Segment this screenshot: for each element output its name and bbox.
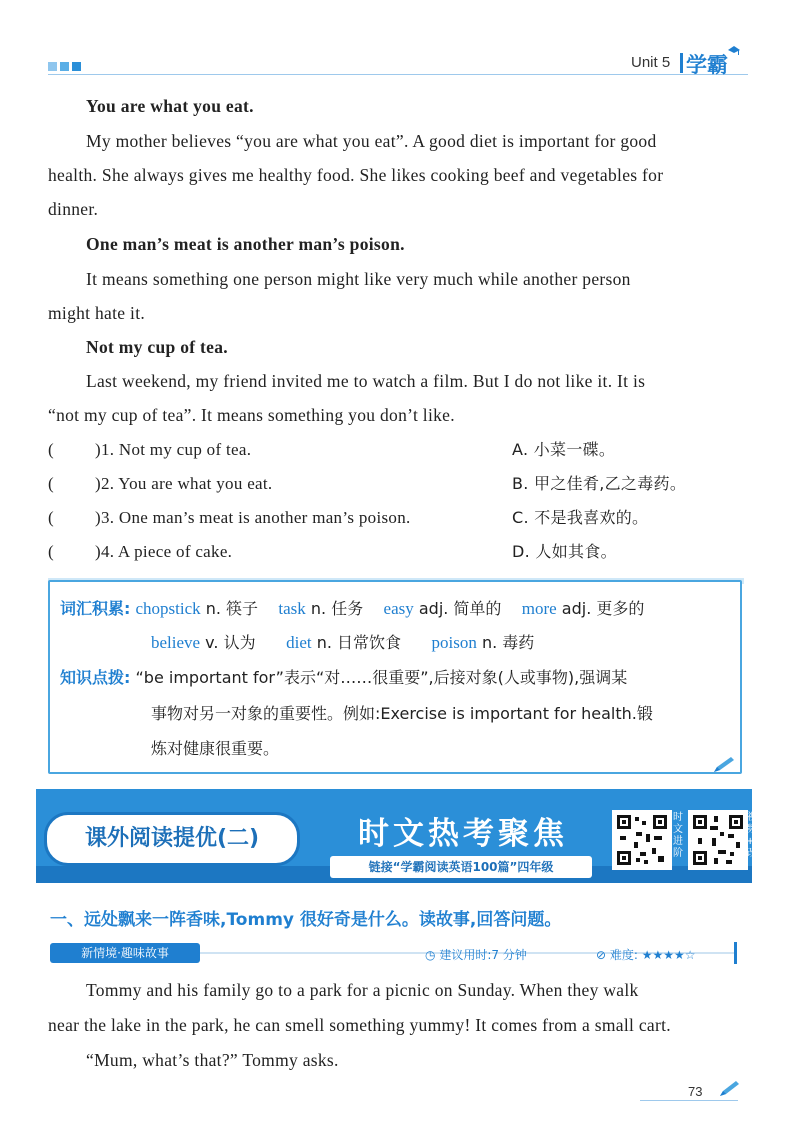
answer-bracket-2[interactable]: ( <box>48 474 54 493</box>
vocab-word: chopstick <box>135 599 201 618</box>
vocab-def: v. 认为 <box>200 633 256 652</box>
brand-logo: 学霸 <box>686 53 728 77</box>
tag-end-bar <box>734 942 737 964</box>
header-bar <box>680 53 683 73</box>
idiom-text-line: dinner. <box>48 199 99 219</box>
time-meta <box>425 946 527 963</box>
time-label: 建议用时:7 分钟 <box>439 948 527 962</box>
scenario-tag: 新情境·趣味故事 <box>50 943 200 963</box>
vocab-row-1 <box>60 596 644 619</box>
qr-code-icon[interactable] <box>612 810 672 870</box>
graduation-cap-icon <box>728 46 740 56</box>
idiom-heading-1: You are what you eat. <box>86 96 254 116</box>
tip-text: 事物对另一对象的重要性。例如:Exercise is important for health.锻 <box>151 704 653 723</box>
pencil-icon <box>718 1080 740 1098</box>
answer-bracket-3[interactable]: ( <box>48 508 54 527</box>
idiom-heading-2: One man’s meat is another man’s poison. <box>86 234 405 254</box>
difficulty-label: 难度: <box>609 948 638 962</box>
idiom-text-line: Last weekend, my friend invited me to watch a film. But I do not like it. It is <box>86 371 646 391</box>
match-item-left: )3. One man’s meat is another man’s poison. <box>95 508 411 527</box>
vocab-def: n. 日常饮食 <box>311 633 402 652</box>
check-circle-icon: ⊘ <box>596 948 607 962</box>
idiom-heading-3: Not my cup of tea. <box>86 337 228 357</box>
vocab-label: 词汇积累: <box>60 599 131 618</box>
vocab-word: more <box>521 599 557 618</box>
section-title: 一、远处飘来一阵香味,Tommy 很好奇是什么。读故事,回答问题。 <box>50 910 562 930</box>
match-item-right: C. 不是我喜欢的。 <box>512 508 649 527</box>
idiom-text-line: “not my cup of tea”. It means something you don’t like. <box>48 405 455 425</box>
vocab-def: adj. 简单的 <box>413 599 502 618</box>
header-decor-squares <box>48 62 81 71</box>
match-item-right: B. 甲之佳肴,乙之毒药。 <box>512 474 687 493</box>
vocab-row-2 <box>151 630 534 653</box>
vocab-def: n. 筷子 <box>200 599 259 618</box>
tip-text: 炼对健康很重要。 <box>151 739 280 758</box>
qr-code-icon[interactable] <box>688 810 748 870</box>
match-item-left: )4. A piece of cake. <box>95 542 233 561</box>
unit-label: Unit 5 <box>631 54 671 71</box>
story-line: “Mum, what’s that?” Tommy asks. <box>86 1050 339 1070</box>
match-item-right: A. 小菜一碟。 <box>512 440 616 459</box>
pencil-icon <box>712 756 736 774</box>
story-line: near the lake in the park, he can smell something yummy! It comes from a small cart. <box>48 1015 671 1035</box>
vocab-def: n. 任务 <box>305 599 364 618</box>
tip-text: “be important for”表示“对……很重要”,后接对象(人或事物),强调某 <box>135 668 628 687</box>
page-number: 73 <box>688 1084 703 1099</box>
idiom-text-line: health. She always gives me healthy food. She likes cooking beef and vegetables for <box>48 165 664 185</box>
tip-label: 知识点拨: <box>60 668 131 687</box>
footer-divider <box>640 1100 738 1101</box>
qr-label-2: 视频+批改 <box>746 812 765 859</box>
vocab-word: diet <box>286 633 312 652</box>
vocab-word: task <box>278 599 306 618</box>
match-item-left: )2. You are what you eat. <box>95 474 273 493</box>
answer-bracket-1[interactable]: ( <box>48 440 54 459</box>
answer-bracket-4[interactable]: ( <box>48 542 54 561</box>
banner-main-title: 时文热考聚焦 <box>358 816 568 852</box>
vocab-word: easy <box>383 599 414 618</box>
banner-subtitle: 链接“学霸阅读英语100篇”四年级 <box>368 860 554 874</box>
qr-label-1: 时文进阶 <box>673 812 683 859</box>
tip-row-1 <box>60 665 627 688</box>
banner-left-title: 课外阅读提优(二) <box>84 826 260 851</box>
idiom-text-line: It means something one person might like very much while another person <box>86 269 631 289</box>
difficulty-stars: ★★★★☆ <box>641 948 696 962</box>
clock-icon: ◷ <box>425 948 436 962</box>
idiom-text-line: My mother believes “you are what you eat”. A good diet is important for good <box>86 131 657 151</box>
vocab-word: poison <box>431 633 477 652</box>
vocab-def: adj. 更多的 <box>556 599 645 618</box>
match-item-right: D. 人如其食。 <box>512 542 617 561</box>
vocab-word: believe <box>151 633 201 652</box>
match-item-left: )1. Not my cup of tea. <box>95 440 252 459</box>
difficulty-meta <box>596 946 696 963</box>
story-line: Tommy and his family go to a park for a picnic on Sunday. When they walk <box>86 980 639 1000</box>
header-divider <box>48 74 748 75</box>
vocab-def: n. 毒药 <box>476 633 535 652</box>
idiom-text-line: might hate it. <box>48 303 146 323</box>
